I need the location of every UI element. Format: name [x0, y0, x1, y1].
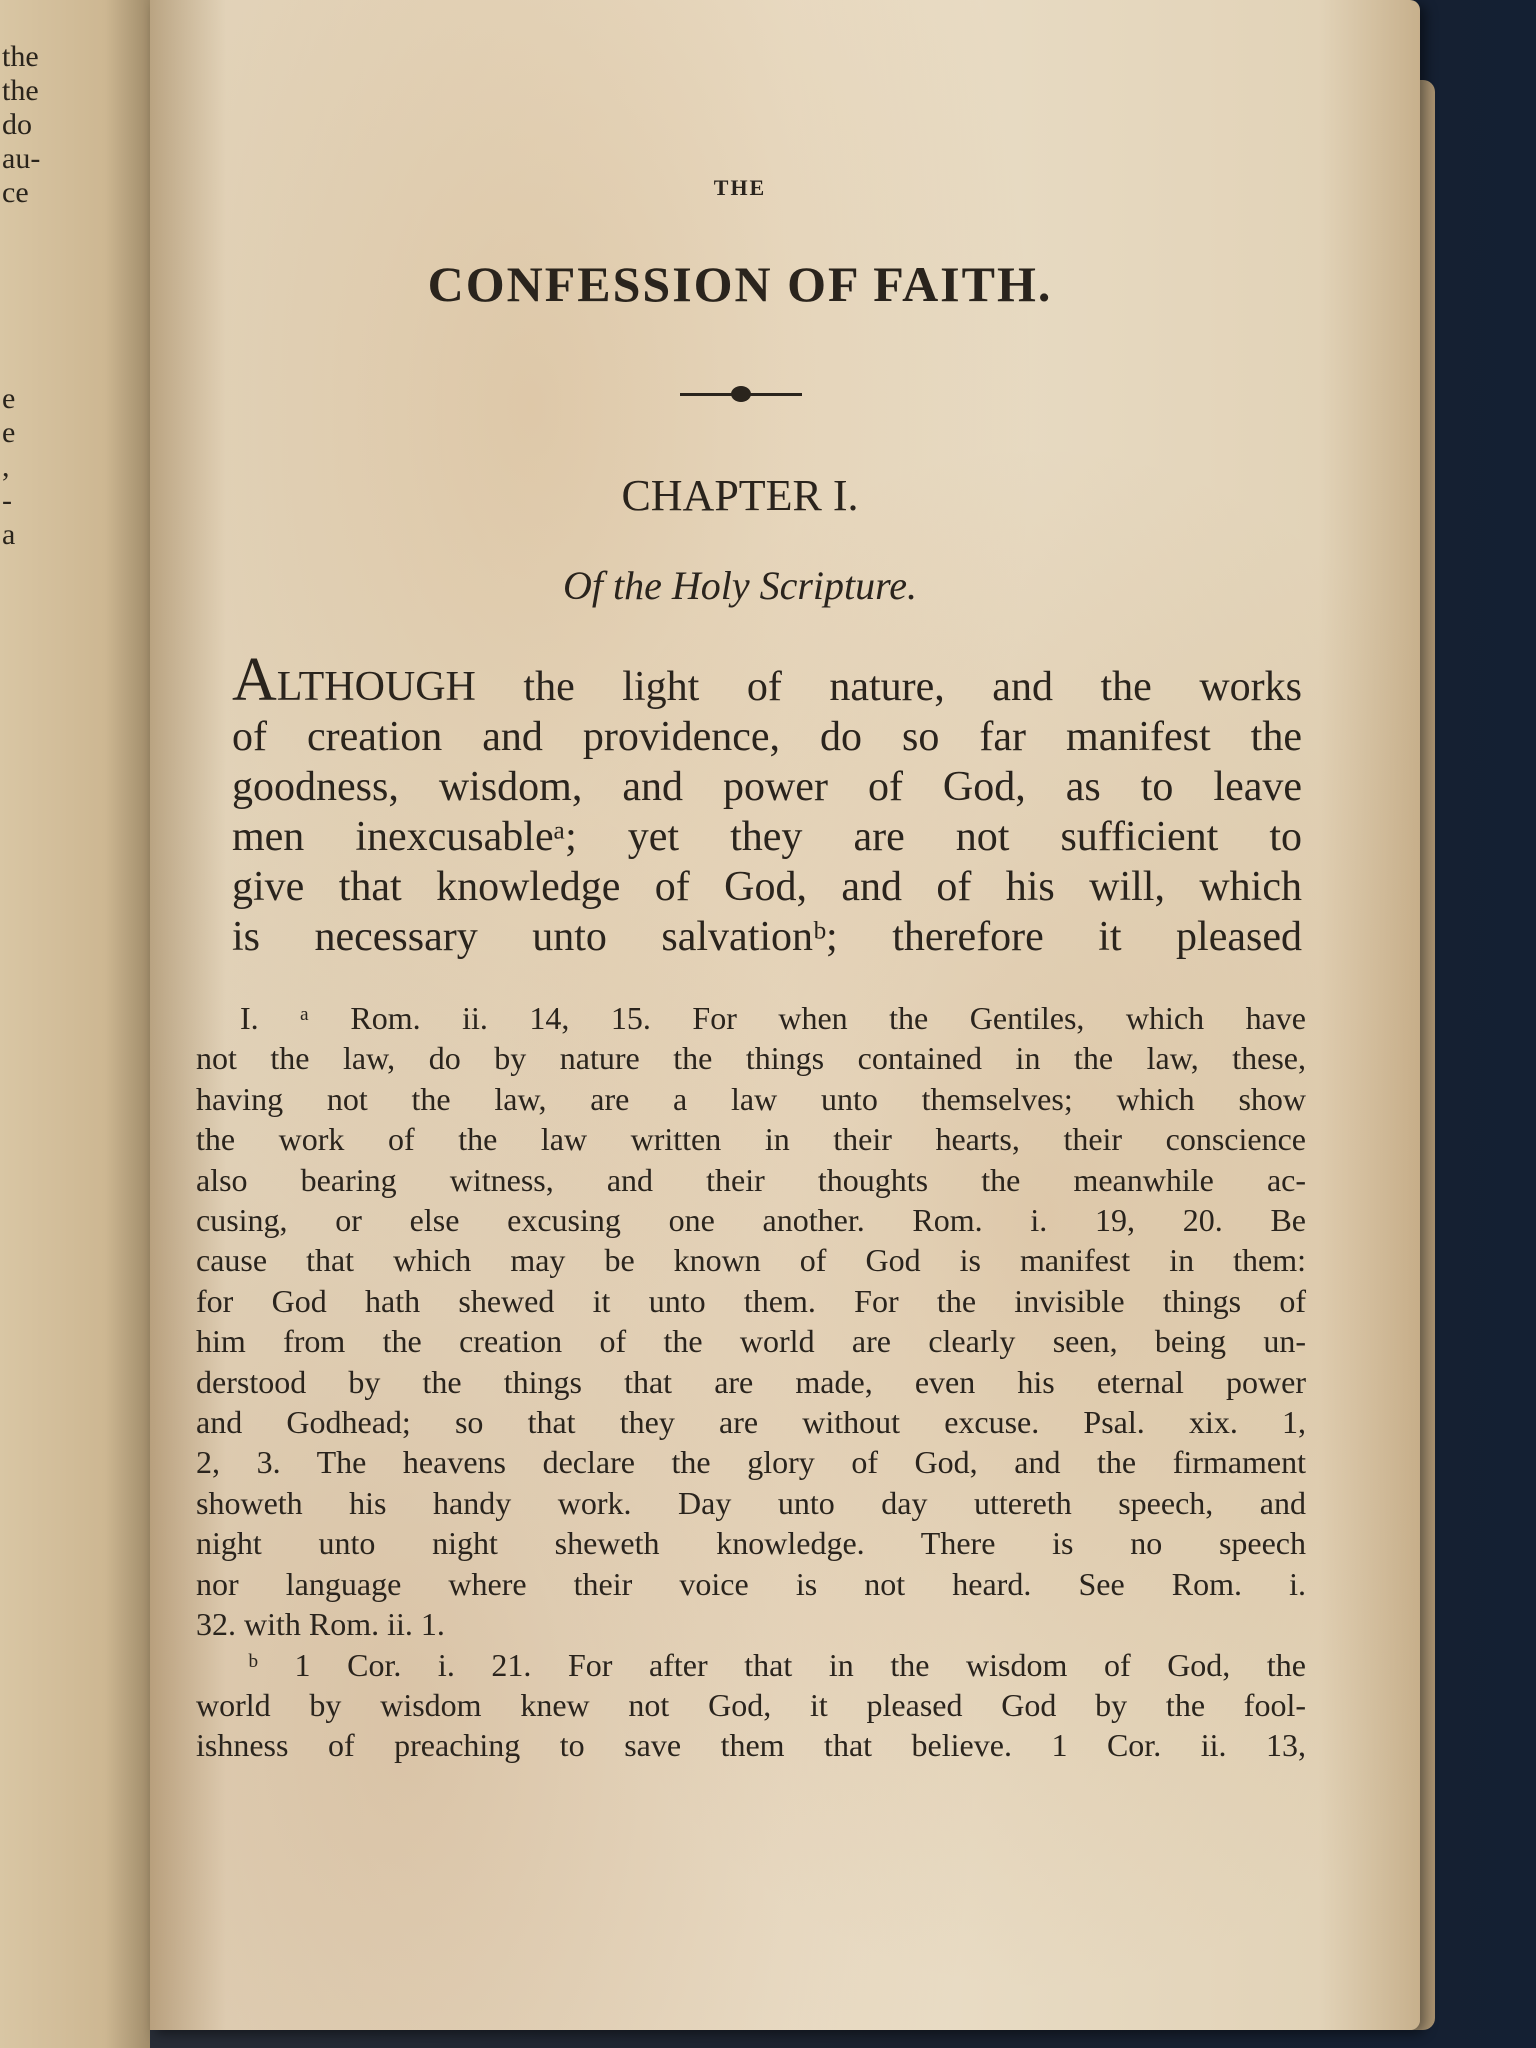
paragraph-line: is necessary unto salvationᵇ; therefore it pleased — [232, 914, 1302, 960]
footnotes — [196, 998, 1306, 1766]
left-page-fragment: , — [2, 450, 10, 483]
footnote-line: also bearing witness, and their thoughts the meanwhile ac- — [196, 1161, 1306, 1198]
paragraph-line: give that knowledge of God, and of his will, which — [232, 864, 1302, 910]
left-page-fragment: the — [2, 40, 39, 73]
paragraph-line: ALTHOUGH the light of nature, and the works — [232, 646, 1302, 714]
footnote-line: cause that which may be known of God is manifest in them: — [196, 1242, 1306, 1279]
footnote-line: ᵇ 1 Cor. i. 21. For after that in the wisdom of God, the — [248, 1646, 1306, 1683]
page-content — [150, 0, 1420, 2030]
footnote-line: for God hath shewed it unto them. For the invisible things of — [196, 1282, 1306, 1319]
footnote-line: the work of the law written in their hearts, their conscience — [196, 1121, 1306, 1158]
left-page-fragment: a — [2, 518, 16, 551]
main-paragraph — [232, 646, 1302, 962]
left-page-fragment: - — [2, 484, 12, 517]
footnote-line: 2, 3. The heavens declare the glory of God, and the firmament — [196, 1444, 1306, 1481]
footnote-line: cusing, or else excusing one another. Rom. i. 19, 20. Be — [196, 1202, 1306, 1239]
left-page-fragment: ce — [2, 176, 29, 209]
left-page-fragment: e — [2, 416, 16, 449]
chapter-heading: CHAPTER I. — [621, 471, 859, 520]
book-page — [150, 0, 1420, 2030]
footnote-line: having not the law, are a law unto themselves; which show — [196, 1080, 1306, 1117]
paragraph-line: goodness, wisdom, and power of God, as to leave — [232, 764, 1302, 810]
footnote-line: world by wisdom knew not God, it pleased God by the fool- — [196, 1686, 1306, 1723]
left-page-fragment: the — [2, 74, 39, 107]
ornamental-rule-dot — [731, 386, 751, 402]
left-page — [0, 0, 150, 2048]
chapter-subtitle: Of the Holy Scripture. — [562, 563, 917, 608]
left-page-fragment: do — [2, 108, 32, 141]
left-page-fragment: e — [2, 382, 16, 415]
footnote-line: showeth his handy work. Day unto day uttereth speech, and — [196, 1484, 1306, 1521]
paragraph-line: men inexcusableᵃ; yet they are not sufficient to — [232, 814, 1302, 860]
heading-the: THE — [713, 175, 767, 200]
footnote-line: and Godhead; so that they are without excuse. Psal. xix. 1, — [196, 1404, 1306, 1441]
footnote-line: I. ᵃ Rom. ii. 14, 15. For when the Gentiles, which have — [240, 1000, 1306, 1036]
footnote-line: ishness of preaching to save them that believe. 1 Cor. ii. 13, — [196, 1727, 1306, 1764]
footnote-line: 32. with Rom. ii. 1. — [196, 1606, 445, 1643]
footnote-line: derstood by the things that are made, even his eternal power — [196, 1363, 1306, 1400]
page-title: CONFESSION OF FAITH. — [427, 256, 1053, 312]
footnote-line: not the law, do by nature the things contained in the law, these, — [196, 1040, 1306, 1077]
left-page-fragment: au- — [2, 142, 41, 175]
footnote-line: nor language where their voice is not heard. See Rom. i. — [196, 1565, 1306, 1602]
footnote-line: night unto night sheweth knowledge. There is no speech — [196, 1525, 1306, 1562]
footnote-line: him from the creation of the world are clearly seen, being un- — [196, 1323, 1306, 1360]
paragraph-line: of creation and providence, do so far manifest the — [232, 714, 1302, 760]
